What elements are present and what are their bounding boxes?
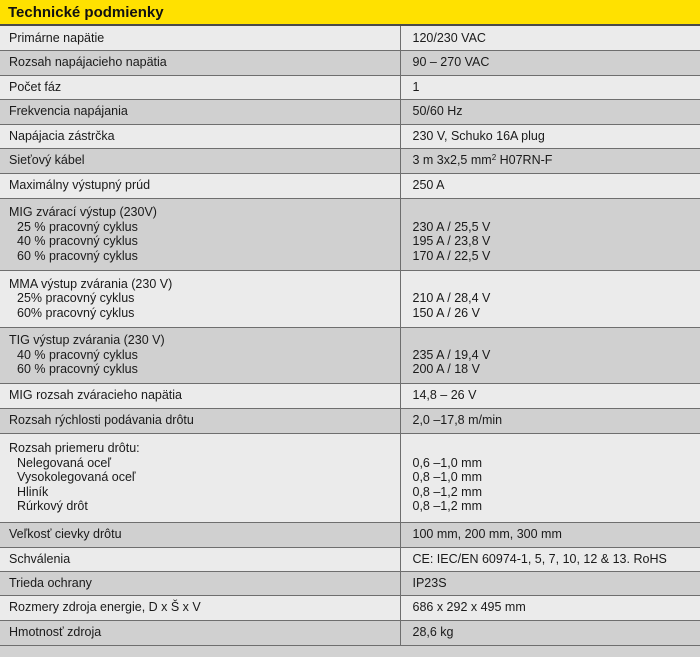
sub-label: Nelegovaná oceľ bbox=[17, 455, 111, 470]
table-row bbox=[0, 50, 700, 75]
row-value: 50/60 Hz bbox=[400, 99, 700, 124]
table-row-group bbox=[0, 198, 700, 270]
sub-value: 150 A / 26 V bbox=[412, 305, 480, 320]
sub-label: 60% pracovný cyklus bbox=[17, 305, 135, 320]
row-value: 100 mm, 200 mm, 300 mm bbox=[400, 522, 700, 547]
row-value: 230 V, Schuko 16A plug bbox=[400, 124, 700, 148]
row-label bbox=[0, 433, 400, 522]
sub-value: 0,8 –1,0 mm bbox=[412, 470, 482, 485]
table-row-group bbox=[0, 270, 700, 327]
table-row bbox=[0, 595, 700, 620]
row-value bbox=[400, 327, 700, 383]
row-label: Hmotnosť zdroja bbox=[0, 620, 400, 645]
sub-value: 230 A / 25,5 V bbox=[412, 219, 491, 234]
table-row-group bbox=[0, 327, 700, 383]
group-heading: MIG zvárací výstup (230V) bbox=[9, 205, 157, 219]
table-row bbox=[0, 383, 700, 408]
table-row bbox=[0, 408, 700, 433]
superscript-two: 2 bbox=[491, 153, 497, 163]
spec-table bbox=[0, 26, 700, 646]
row-label bbox=[0, 270, 400, 327]
row-value bbox=[400, 148, 700, 173]
row-label: Napájacia zástrčka bbox=[0, 124, 400, 148]
row-value: 120/230 VAC bbox=[400, 26, 700, 50]
table-row bbox=[0, 148, 700, 173]
row-label bbox=[0, 327, 400, 383]
row-label: Primárne napätie bbox=[0, 26, 400, 50]
row-label: Schválenia bbox=[0, 547, 400, 571]
row-value: 14,8 – 26 V bbox=[400, 383, 700, 408]
table-row bbox=[0, 124, 700, 148]
row-label: Počet fáz bbox=[0, 75, 400, 99]
row-label: MIG rozsah zváracieho napätia bbox=[0, 383, 400, 408]
row-value: IP23S bbox=[400, 571, 700, 595]
sub-value: 0,6 –1,0 mm bbox=[412, 455, 482, 470]
table-row bbox=[0, 75, 700, 99]
sub-label: 25% pracovný cyklus bbox=[17, 291, 135, 306]
row-label: Veľkosť cievky drôtu bbox=[0, 522, 400, 547]
sub-value: 235 A / 19,4 V bbox=[412, 347, 491, 362]
table-row bbox=[0, 173, 700, 198]
table-row bbox=[0, 522, 700, 547]
row-label: Trieda ochrany bbox=[0, 571, 400, 595]
cable-type: H07RN-F bbox=[496, 153, 553, 168]
row-label: Sieťový kábel bbox=[0, 148, 400, 173]
section-title: Technické podmienky bbox=[0, 0, 700, 26]
row-value: 28,6 kg bbox=[400, 620, 700, 645]
sub-value: 210 A / 28,4 V bbox=[412, 291, 491, 306]
table-row bbox=[0, 26, 700, 50]
row-value: 1 bbox=[400, 75, 700, 99]
row-label: Frekvencia napájania bbox=[0, 99, 400, 124]
table-row bbox=[0, 99, 700, 124]
sub-label: Vysokolegovaná oceľ bbox=[17, 470, 136, 485]
table-row-group bbox=[0, 433, 700, 522]
group-heading: TIG výstup zvárania (230 V) bbox=[9, 333, 165, 348]
sub-label: 40 % pracovný cyklus bbox=[17, 347, 138, 362]
sub-value: 170 A / 22,5 V bbox=[412, 248, 491, 263]
sub-label: 40 % pracovný cyklus bbox=[17, 234, 138, 248]
sub-value: 0,8 –1,2 mm bbox=[412, 499, 482, 514]
table-row bbox=[0, 571, 700, 595]
row-value bbox=[400, 433, 700, 522]
group-heading: MMA výstup zvárania (230 V) bbox=[9, 276, 173, 291]
sub-label: 60 % pracovný cyklus bbox=[17, 248, 138, 263]
row-value: 686 x 292 x 495 mm bbox=[400, 595, 700, 620]
sub-value: 200 A / 18 V bbox=[412, 362, 480, 377]
row-value: 90 – 270 VAC bbox=[400, 50, 700, 75]
table-row bbox=[0, 620, 700, 645]
row-value bbox=[400, 270, 700, 327]
sub-label: Hliník bbox=[17, 484, 49, 499]
row-value bbox=[400, 198, 700, 270]
row-label: Rozmery zdroja energie, D x Š x V bbox=[0, 595, 400, 620]
row-label: Rozsah napájacieho napätia bbox=[0, 50, 400, 75]
row-label: Rozsah rýchlosti podávania drôtu bbox=[0, 408, 400, 433]
row-value: 2,0 –17,8 m/min bbox=[400, 408, 700, 433]
row-value: 250 A bbox=[400, 173, 700, 198]
cable-spec: 3 m 3x2,5 mm bbox=[412, 153, 492, 168]
table-row bbox=[0, 547, 700, 571]
sub-label: Rúrkový drôt bbox=[17, 499, 88, 514]
sub-label: 25 % pracovný cyklus bbox=[17, 219, 138, 234]
sub-label: 60 % pracovný cyklus bbox=[17, 362, 138, 377]
sub-value: 0,8 –1,2 mm bbox=[412, 484, 482, 499]
sub-value: 195 A / 23,8 V bbox=[412, 234, 491, 248]
group-heading: Rozsah priemeru drôtu: bbox=[9, 441, 140, 456]
row-label bbox=[0, 198, 400, 270]
row-label: Maximálny výstupný prúd bbox=[0, 173, 400, 198]
row-value: CE: IEC/EN 60974-1, 5, 7, 10, 12 & 13. RoHS bbox=[400, 547, 700, 571]
